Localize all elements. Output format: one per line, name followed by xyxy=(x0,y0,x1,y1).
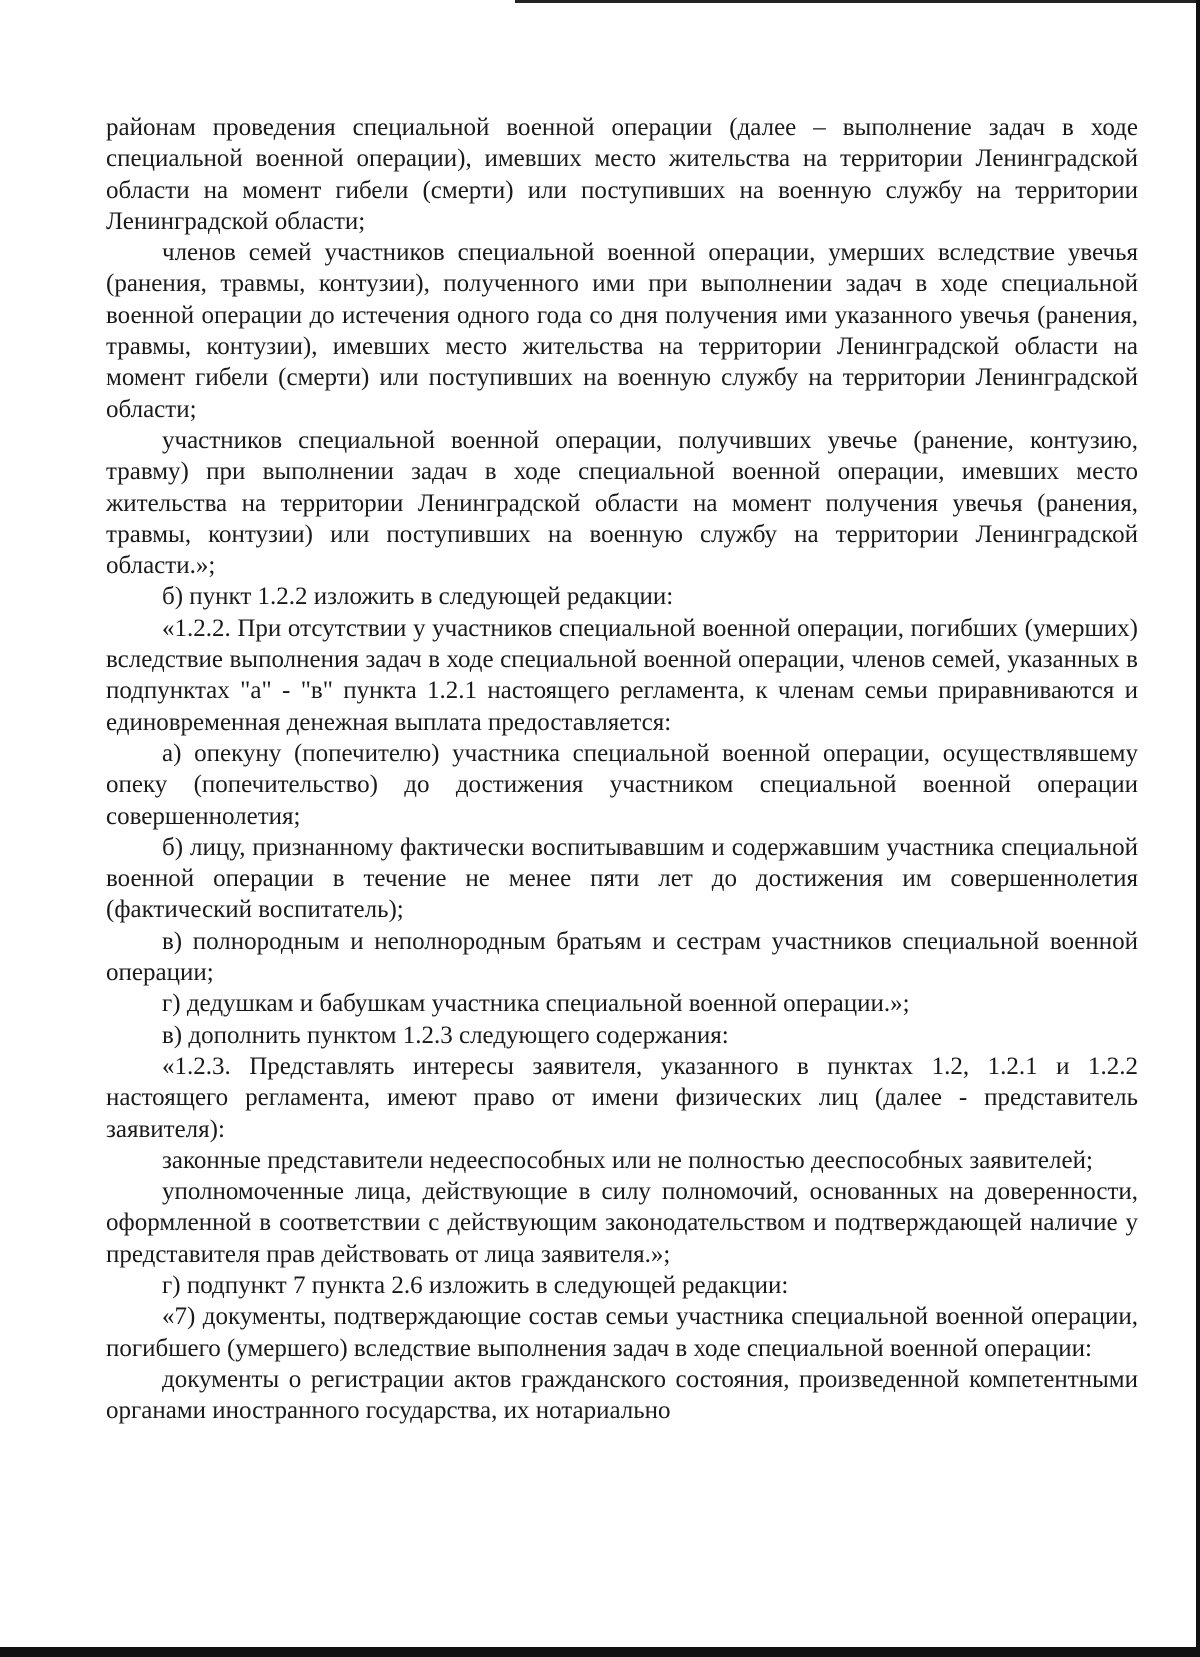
paragraph: участников специальной военной операции, получивших увечье (ранение, контузию, травму) при выполнении задач в ходе специальной военной операции, имевших место жительства на территории Ленинградской области на момент получения увечья (ранения, травмы, контузии) или поступивших на военную службу на территории Ленинградской области.»; xyxy=(106,426,1138,580)
paragraph: в) полнородным и неполнородным братьям и сестрам участников специальной военной операции; xyxy=(106,927,1138,987)
paragraph: г) подпункт 7 пункта 2.6 изложить в следующей редакции: xyxy=(162,1271,789,1299)
paragraph: «7) документы, подтверждающие состав семьи участника специальной военной операции, погибшего (умершего) вследствие выполнения задач в ходе специальной военной операции: xyxy=(106,1303,1138,1362)
paragraph: г) дедушкам и бабушкам участника специальной военной операции.»; xyxy=(162,990,910,1018)
paragraph: уполномоченные лица, действующие в силу полномочий, основанных на доверенности, оформленной в соответствии с действующим законодательством и подтверждающей наличие у представителя прав действовать от лица заявителя.»; xyxy=(106,1178,1138,1268)
paragraph: «1.2.2. При отсутствии у участников специальной военной операции, погибших (умерших) вследствие выполнения задач в ходе специальной военной операции, членов семей, указанных в подпунктах "а" - "в" пункта 1.2.1 настоящего регламента, к членам семьи приравниваются и единовременная денежная выплата предоставляется: xyxy=(106,614,1138,736)
document-body xyxy=(106,112,1138,1426)
scan-edge-bottom xyxy=(0,1647,1200,1657)
paragraph: документы о регистрации актов гражданского состояния, произведенной компетентными органами иностранного государства, их нотариально xyxy=(106,1365,1138,1425)
paragraph: районам проведения специальной военной операции (далее – выполнение задач в ходе специальной военной операции), имевших место жительства на территории Ленинградской области на момент гибели (смерти) или поступивших на военную службу на территории Ленинградской области; xyxy=(106,114,1138,235)
scan-edge-right xyxy=(1196,0,1200,1657)
paragraph: б) лицу, признанному фактически воспитывавшим и содержавшим участника специальной военной операции в течение не менее пяти лет до достижения им совершеннолетия (фактический воспитатель); xyxy=(106,833,1138,924)
paragraph: «1.2.3. Представлять интересы заявителя, указанного в пунктах 1.2, 1.2.1 и 1.2.2 настоящего регламента, имеют право от имени физических лиц (далее - представитель заявителя): xyxy=(106,1052,1138,1143)
paragraph: б) пункт 1.2.2 изложить в следующей редакции: xyxy=(162,583,674,611)
paragraph: а) опекуну (попечителю) участника специальной военной операции, осуществлявшему опеку (попечительство) до достижения участником специальной военной операции совершеннолетия; xyxy=(106,739,1138,830)
paragraph: законные представители недееспособных или не полностью дееспособных заявителей; xyxy=(162,1146,1093,1174)
scan-edge-top xyxy=(515,0,1200,3)
paragraph: в) дополнить пунктом 1.2.3 следующего содержания: xyxy=(162,1021,729,1049)
paragraph: членов семей участников специальной военной операции, умерших вследствие увечья (ранения, травмы, контузии), полученного ими при выполнении задач в ходе специальной военной операции до истечения одного года со дня получения ими указанного увечья (ранения, травмы, контузии), имевших место жительства на территории Ленинградской области на момент гибели (смерти) или поступивших на военную службу на территории Ленинградской области; xyxy=(106,239,1138,423)
